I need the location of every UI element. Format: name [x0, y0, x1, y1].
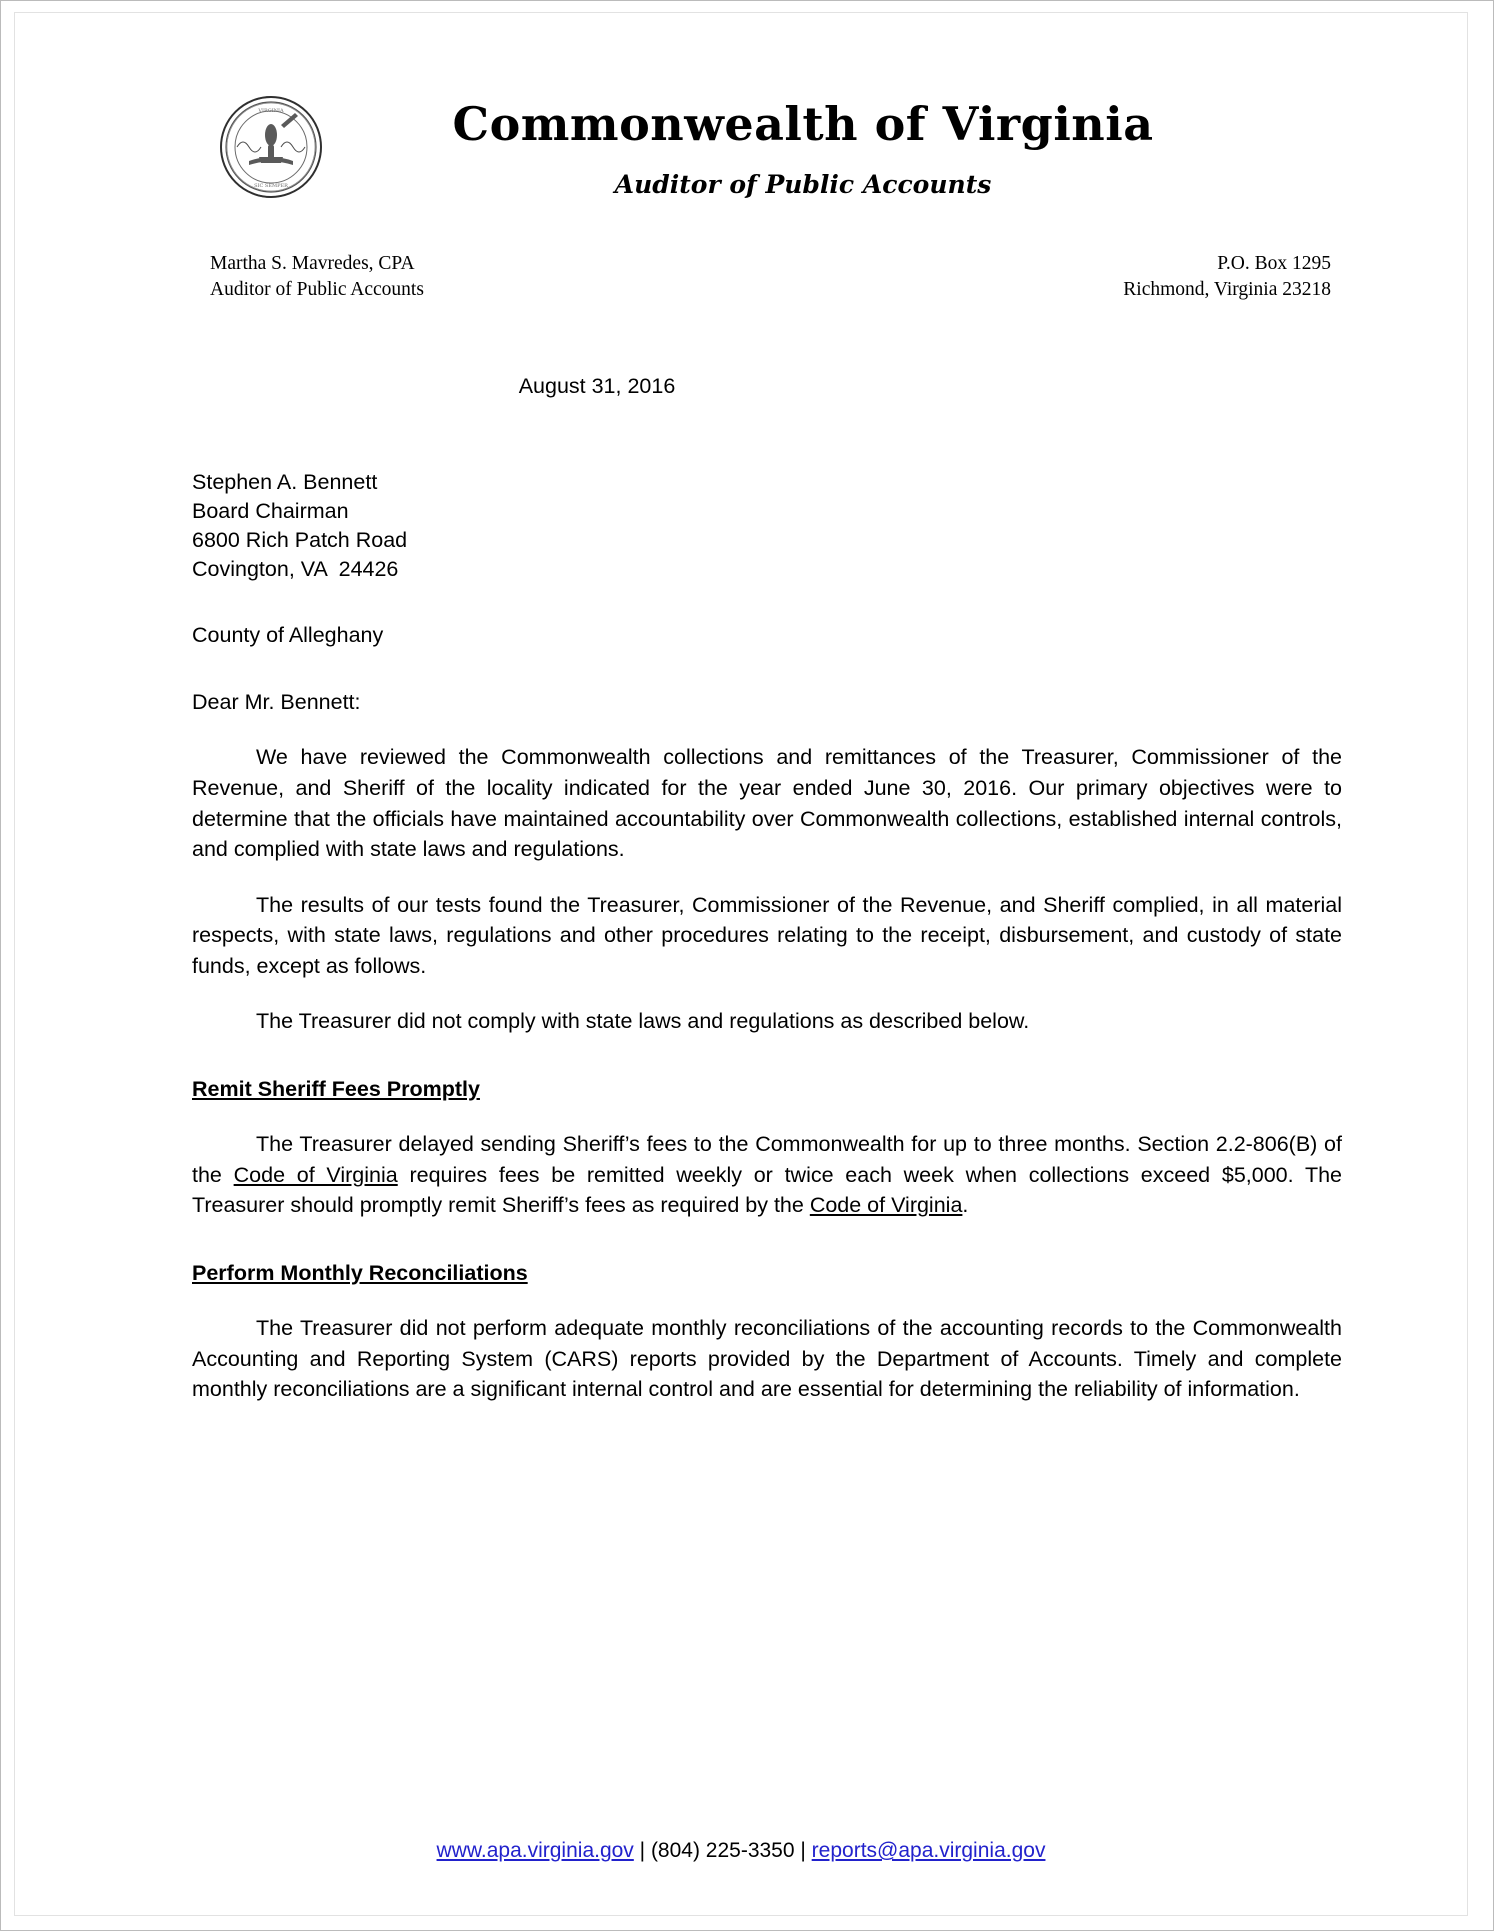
page-footer: [15, 1839, 1467, 1863]
salutation: Dear Mr. Bennett:: [192, 689, 361, 714]
organization-subtitle: Auditor of Public Accounts: [614, 169, 992, 199]
recipient-street: 6800 Rich Patch Road: [192, 527, 408, 552]
paragraph-noncompliance-intro: The Treasurer did not comply with state laws and regulations as described below.: [256, 1009, 1030, 1034]
letter-content: [15, 13, 1467, 1915]
locality-name: County of Alleghany: [192, 623, 384, 648]
organization-title: Commonwealth of Virginia: [452, 97, 1154, 151]
email-link[interactable]: reports@apa.virginia.gov: [811, 1839, 1046, 1862]
officer-name: Martha S. Mavredes, CPA: [210, 253, 415, 274]
phone-number: (804) 225-3350: [650, 1839, 795, 1862]
office-city-state-zip: Richmond, Virginia 23218: [1123, 279, 1331, 301]
section-heading-remit-fees: Remit Sheriff Fees Promptly: [192, 1076, 480, 1101]
office-address-block: [1123, 251, 1349, 304]
code-of-virginia-reference-1: Code of Virginia: [233, 1162, 398, 1187]
virginia-state-seal-icon: [219, 95, 323, 199]
remit-text-2: requires fees be remitted weekly or twice each week when collections exceed $5,000. The Treasurer should promptly remit Sheriff’s fees as required by the: [192, 1162, 1342, 1218]
remit-text-3: .: [962, 1193, 969, 1218]
letterhead-titles: [177, 73, 1349, 199]
letterhead: [177, 73, 1349, 301]
letter-date: August 31, 2016: [518, 374, 676, 398]
recipient-city-state-zip: Covington, VA 24426: [192, 557, 399, 582]
section-remit-sheriff-fees: [192, 1037, 1342, 1221]
footer-separator-1: |: [633, 1839, 651, 1862]
recipient-title: Board Chairman: [192, 498, 349, 523]
paragraph-scope: We have reviewed the Commonwealth collections and remittances of the Treasurer, Commissioner of the Revenue, and Sheriff of the locality indicated for the year ended June 30, 2016. Our primary objectives were to determine that the officials have maintained accountability over Commonwealth collections, established internal controls, and complied with state laws and regulations.: [192, 745, 1342, 862]
svg-text:VIRGINIA: VIRGINIA: [258, 108, 284, 114]
section-body-remit-fees: [192, 1129, 1342, 1221]
section-monthly-reconciliations: [192, 1221, 1342, 1405]
officer-title: Auditor of Public Accounts: [210, 279, 424, 301]
code-of-virginia-reference-2: Code of Virginia: [809, 1193, 963, 1218]
recipient-name: Stephen A. Bennett: [192, 469, 378, 494]
website-link[interactable]: www.apa.virginia.gov: [436, 1839, 634, 1862]
letterhead-meta: [177, 251, 1349, 304]
section-body-reconciliations: The Treasurer did not perform adequate monthly reconciliations of the accounting records to the Commonwealth Accounting and Reporting System (CARS) reports provided by the Department of Accounts. Timely and complete monthly reconciliations are a significant internal control and are essential for determining the reliability of information.: [192, 1316, 1342, 1402]
letter-sheet: [15, 13, 1467, 1915]
recipient-address-block: [192, 468, 1342, 585]
letter-body: [177, 371, 1349, 1405]
officer-block: [177, 251, 424, 304]
section-heading-reconciliations: Perform Monthly Reconciliations: [192, 1260, 528, 1285]
footer-separator-2: |: [794, 1839, 812, 1862]
remit-text-1: The Treasurer delayed sending Sheriff’s fees to the Commonwealth for up to three months. Section 2.2-806(B) of the: [192, 1132, 1342, 1187]
paragraph-results: The results of our tests found the Treasurer, Commissioner of the Revenue, and Sheriff complied, in all material respects, with state laws, regulations and other procedures relating to the receipt, disbursement, and custody of state funds, except as follows.: [192, 892, 1342, 978]
office-po-box: P.O. Box 1295: [1217, 253, 1331, 274]
svg-text:SIC SEMPER: SIC SEMPER: [254, 183, 288, 189]
